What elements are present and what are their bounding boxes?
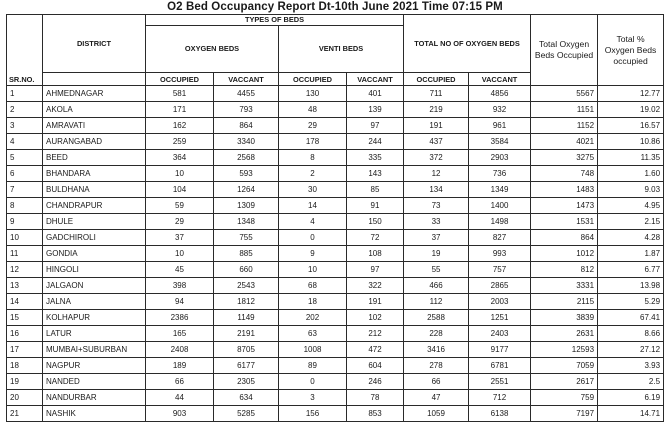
oxygen-occupied-cell: 2408 — [146, 342, 214, 358]
oxygen-vaccant-cell: 2305 — [214, 374, 279, 390]
pct-occupied-cell: 27.12 — [598, 342, 664, 358]
total-occupied-cell: 228 — [404, 326, 469, 342]
header-venti-vaccant: VACCANT — [347, 73, 404, 86]
oxygen-vaccant-cell: 2191 — [214, 326, 279, 342]
oxygen-vaccant-cell: 3340 — [214, 134, 279, 150]
header-district-blank — [43, 73, 146, 86]
district-cell: JALGAON — [43, 278, 146, 294]
oxygen-vaccant-cell: 1149 — [214, 310, 279, 326]
total-vaccant-cell: 1400 — [469, 198, 531, 214]
total-vaccant-cell: 827 — [469, 230, 531, 246]
sr-no-cell: 5 — [7, 150, 43, 166]
venti-occupied-cell: 30 — [279, 182, 347, 198]
total-vaccant-cell: 3584 — [469, 134, 531, 150]
venti-vaccant-cell: 322 — [347, 278, 404, 294]
sr-no-cell: 12 — [7, 262, 43, 278]
oxygen-occupied-cell: 165 — [146, 326, 214, 342]
header-oxygen-occupied: OCCUPIED — [146, 73, 214, 86]
district-cell: NANDURBAR — [43, 390, 146, 406]
table-row — [7, 342, 664, 358]
total-vaccant-cell: 2003 — [469, 294, 531, 310]
oxygen-occupied-cell: 2386 — [146, 310, 214, 326]
oxygen-vaccant-cell: 634 — [214, 390, 279, 406]
table-row — [7, 150, 664, 166]
total-occupied-cell: 134 — [404, 182, 469, 198]
venti-occupied-cell: 68 — [279, 278, 347, 294]
venti-vaccant-cell: 472 — [347, 342, 404, 358]
total-oxygen-occupied-cell: 864 — [531, 230, 598, 246]
table-row — [7, 230, 664, 246]
sr-no-cell: 2 — [7, 102, 43, 118]
pct-occupied-cell: 2.15 — [598, 214, 664, 230]
total-vaccant-cell: 2403 — [469, 326, 531, 342]
pct-occupied-cell: 19.02 — [598, 102, 664, 118]
district-cell: NANDED — [43, 374, 146, 390]
oxygen-occupied-cell: 44 — [146, 390, 214, 406]
header-district: DISTRICT — [43, 15, 146, 73]
venti-occupied-cell: 10 — [279, 262, 347, 278]
district-cell: JALNA — [43, 294, 146, 310]
table-row — [7, 326, 664, 342]
total-occupied-cell: 372 — [404, 150, 469, 166]
total-oxygen-occupied-cell: 1473 — [531, 198, 598, 214]
venti-vaccant-cell: 191 — [347, 294, 404, 310]
oxygen-vaccant-cell: 1812 — [214, 294, 279, 310]
oxygen-vaccant-cell: 864 — [214, 118, 279, 134]
total-oxygen-occupied-cell: 4021 — [531, 134, 598, 150]
venti-occupied-cell: 14 — [279, 198, 347, 214]
oxygen-vaccant-cell: 660 — [214, 262, 279, 278]
total-occupied-cell: 2588 — [404, 310, 469, 326]
oxygen-occupied-cell: 45 — [146, 262, 214, 278]
oxygen-occupied-cell: 59 — [146, 198, 214, 214]
oxygen-occupied-cell: 10 — [146, 166, 214, 182]
venti-occupied-cell: 178 — [279, 134, 347, 150]
oxygen-occupied-cell: 94 — [146, 294, 214, 310]
oxygen-vaccant-cell: 2568 — [214, 150, 279, 166]
total-oxygen-occupied-cell: 3275 — [531, 150, 598, 166]
table-row — [7, 358, 664, 374]
table-row — [7, 278, 664, 294]
venti-vaccant-cell: 150 — [347, 214, 404, 230]
oxygen-vaccant-cell: 1264 — [214, 182, 279, 198]
total-oxygen-occupied-cell: 1531 — [531, 214, 598, 230]
district-cell: HINGOLI — [43, 262, 146, 278]
venti-occupied-cell: 156 — [279, 406, 347, 422]
total-vaccant-cell: 736 — [469, 166, 531, 182]
table-header — [7, 15, 664, 86]
venti-occupied-cell: 202 — [279, 310, 347, 326]
pct-occupied-cell: 8.66 — [598, 326, 664, 342]
sr-no-cell: 6 — [7, 166, 43, 182]
total-vaccant-cell: 757 — [469, 262, 531, 278]
venti-vaccant-cell: 72 — [347, 230, 404, 246]
sr-no-cell: 17 — [7, 342, 43, 358]
oxygen-occupied-cell: 37 — [146, 230, 214, 246]
oxygen-vaccant-cell: 4455 — [214, 86, 279, 102]
venti-occupied-cell: 63 — [279, 326, 347, 342]
district-cell: AHMEDNAGAR — [43, 86, 146, 102]
total-occupied-cell: 19 — [404, 246, 469, 262]
table-row — [7, 214, 664, 230]
table-row — [7, 86, 664, 102]
sr-no-cell: 15 — [7, 310, 43, 326]
header-venti-occupied: OCCUPIED — [279, 73, 347, 86]
oxygen-occupied-cell: 171 — [146, 102, 214, 118]
total-occupied-cell: 112 — [404, 294, 469, 310]
table-row — [7, 406, 664, 422]
pct-occupied-cell: 3.93 — [598, 358, 664, 374]
total-oxygen-occupied-cell: 1483 — [531, 182, 598, 198]
total-vaccant-cell: 6781 — [469, 358, 531, 374]
total-vaccant-cell: 6138 — [469, 406, 531, 422]
total-oxygen-occupied-cell: 759 — [531, 390, 598, 406]
table-row — [7, 198, 664, 214]
total-oxygen-occupied-cell: 1152 — [531, 118, 598, 134]
pct-occupied-cell: 1.87 — [598, 246, 664, 262]
oxygen-occupied-cell: 189 — [146, 358, 214, 374]
pct-occupied-cell: 6.19 — [598, 390, 664, 406]
sr-no-cell: 8 — [7, 198, 43, 214]
sr-no-cell: 18 — [7, 358, 43, 374]
total-vaccant-cell: 712 — [469, 390, 531, 406]
sr-no-cell: 7 — [7, 182, 43, 198]
occupancy-table — [6, 14, 664, 422]
venti-occupied-cell: 18 — [279, 294, 347, 310]
total-occupied-cell: 711 — [404, 86, 469, 102]
venti-vaccant-cell: 97 — [347, 262, 404, 278]
header-oxygen-vaccant: VACCANT — [214, 73, 279, 86]
district-cell: KOLHAPUR — [43, 310, 146, 326]
district-cell: DHULE — [43, 214, 146, 230]
header-total-pct-occupied: Total % Oxygen Beds occupied — [598, 15, 664, 86]
oxygen-occupied-cell: 259 — [146, 134, 214, 150]
report-title: O2 Bed Occupancy Report Dt-10th June 2021 Time 07:15 PM — [167, 1, 503, 13]
header-total-oxygen-beds: TOTAL NO OF OXYGEN BEDS — [404, 15, 531, 73]
total-oxygen-occupied-cell: 7059 — [531, 358, 598, 374]
venti-vaccant-cell: 97 — [347, 118, 404, 134]
oxygen-occupied-cell: 162 — [146, 118, 214, 134]
sr-no-cell: 19 — [7, 374, 43, 390]
total-vaccant-cell: 2865 — [469, 278, 531, 294]
oxygen-occupied-cell: 903 — [146, 406, 214, 422]
district-cell: GONDIA — [43, 246, 146, 262]
sr-no-cell: 10 — [7, 230, 43, 246]
total-oxygen-occupied-cell: 2115 — [531, 294, 598, 310]
table-row — [7, 246, 664, 262]
oxygen-vaccant-cell: 1309 — [214, 198, 279, 214]
venti-vaccant-cell: 139 — [347, 102, 404, 118]
total-oxygen-occupied-cell: 7197 — [531, 406, 598, 422]
pct-occupied-cell: 16.57 — [598, 118, 664, 134]
district-cell: CHANDRAPUR — [43, 198, 146, 214]
oxygen-vaccant-cell: 6177 — [214, 358, 279, 374]
oxygen-vaccant-cell: 755 — [214, 230, 279, 246]
oxygen-occupied-cell: 29 — [146, 214, 214, 230]
pct-occupied-cell: 10.86 — [598, 134, 664, 150]
venti-vaccant-cell: 212 — [347, 326, 404, 342]
venti-vaccant-cell: 246 — [347, 374, 404, 390]
oxygen-occupied-cell: 364 — [146, 150, 214, 166]
district-cell: AURANGABAD — [43, 134, 146, 150]
sr-no-cell: 11 — [7, 246, 43, 262]
venti-occupied-cell: 1008 — [279, 342, 347, 358]
total-occupied-cell: 55 — [404, 262, 469, 278]
total-vaccant-cell: 932 — [469, 102, 531, 118]
district-cell: AKOLA — [43, 102, 146, 118]
header-total-occupied: OCCUPIED — [404, 73, 469, 86]
total-vaccant-cell: 993 — [469, 246, 531, 262]
venti-occupied-cell: 2 — [279, 166, 347, 182]
table-row — [7, 374, 664, 390]
total-occupied-cell: 219 — [404, 102, 469, 118]
total-oxygen-occupied-cell: 3331 — [531, 278, 598, 294]
total-vaccant-cell: 1349 — [469, 182, 531, 198]
table-row — [7, 310, 664, 326]
total-oxygen-occupied-cell: 5567 — [531, 86, 598, 102]
total-oxygen-occupied-cell: 1012 — [531, 246, 598, 262]
oxygen-vaccant-cell: 793 — [214, 102, 279, 118]
total-oxygen-occupied-cell: 2617 — [531, 374, 598, 390]
oxygen-occupied-cell: 10 — [146, 246, 214, 262]
pct-occupied-cell: 4.95 — [598, 198, 664, 214]
total-vaccant-cell: 2903 — [469, 150, 531, 166]
district-cell: NAGPUR — [43, 358, 146, 374]
table-row — [7, 134, 664, 150]
table-body — [7, 86, 664, 422]
pct-occupied-cell: 11.35 — [598, 150, 664, 166]
venti-vaccant-cell: 78 — [347, 390, 404, 406]
total-oxygen-occupied-cell: 812 — [531, 262, 598, 278]
total-occupied-cell: 12 — [404, 166, 469, 182]
venti-vaccant-cell: 143 — [347, 166, 404, 182]
sr-no-cell: 21 — [7, 406, 43, 422]
pct-occupied-cell: 6.77 — [598, 262, 664, 278]
oxygen-occupied-cell: 581 — [146, 86, 214, 102]
venti-vaccant-cell: 108 — [347, 246, 404, 262]
venti-occupied-cell: 4 — [279, 214, 347, 230]
venti-occupied-cell: 9 — [279, 246, 347, 262]
oxygen-vaccant-cell: 1348 — [214, 214, 279, 230]
district-cell: LATUR — [43, 326, 146, 342]
venti-vaccant-cell: 604 — [347, 358, 404, 374]
header-types-of-beds: TYPES OF BEDS — [146, 15, 404, 26]
pct-occupied-cell: 2.5 — [598, 374, 664, 390]
table-row — [7, 118, 664, 134]
oxygen-vaccant-cell: 2543 — [214, 278, 279, 294]
header-venti-beds: VENTI BEDS — [279, 26, 404, 73]
pct-occupied-cell: 14.71 — [598, 406, 664, 422]
sr-no-cell: 13 — [7, 278, 43, 294]
venti-occupied-cell: 130 — [279, 86, 347, 102]
venti-occupied-cell: 29 — [279, 118, 347, 134]
sr-no-cell: 1 — [7, 86, 43, 102]
header-oxygen-beds: OXYGEN BEDS — [146, 26, 279, 73]
sr-no-cell: 20 — [7, 390, 43, 406]
pct-occupied-cell: 12.77 — [598, 86, 664, 102]
header-sr-no: SR.NO. — [7, 15, 43, 86]
total-occupied-cell: 1059 — [404, 406, 469, 422]
table-row — [7, 166, 664, 182]
pct-occupied-cell: 13.98 — [598, 278, 664, 294]
venti-occupied-cell: 3 — [279, 390, 347, 406]
venti-vaccant-cell: 244 — [347, 134, 404, 150]
total-oxygen-occupied-cell: 748 — [531, 166, 598, 182]
venti-vaccant-cell: 91 — [347, 198, 404, 214]
district-cell: NASHIK — [43, 406, 146, 422]
total-oxygen-occupied-cell: 1151 — [531, 102, 598, 118]
sr-no-cell: 3 — [7, 118, 43, 134]
sr-no-cell: 4 — [7, 134, 43, 150]
venti-vaccant-cell: 401 — [347, 86, 404, 102]
district-cell: BULDHANA — [43, 182, 146, 198]
total-oxygen-occupied-cell: 3839 — [531, 310, 598, 326]
table-row — [7, 262, 664, 278]
header-total-oxygen-occupied: Total Oxygen Beds Occupied — [531, 15, 598, 86]
total-occupied-cell: 466 — [404, 278, 469, 294]
venti-vaccant-cell: 102 — [347, 310, 404, 326]
total-vaccant-cell: 2551 — [469, 374, 531, 390]
sr-no-cell: 9 — [7, 214, 43, 230]
pct-occupied-cell: 1.60 — [598, 166, 664, 182]
total-occupied-cell: 66 — [404, 374, 469, 390]
total-occupied-cell: 33 — [404, 214, 469, 230]
venti-occupied-cell: 89 — [279, 358, 347, 374]
oxygen-vaccant-cell: 5285 — [214, 406, 279, 422]
oxygen-vaccant-cell: 885 — [214, 246, 279, 262]
total-vaccant-cell: 9177 — [469, 342, 531, 358]
district-cell: GADCHIROLI — [43, 230, 146, 246]
pct-occupied-cell: 67.41 — [598, 310, 664, 326]
sr-no-cell: 14 — [7, 294, 43, 310]
oxygen-occupied-cell: 398 — [146, 278, 214, 294]
district-cell: BEED — [43, 150, 146, 166]
table-row — [7, 294, 664, 310]
pct-occupied-cell: 9.03 — [598, 182, 664, 198]
venti-vaccant-cell: 85 — [347, 182, 404, 198]
total-occupied-cell: 437 — [404, 134, 469, 150]
total-vaccant-cell: 1251 — [469, 310, 531, 326]
table-row — [7, 182, 664, 198]
total-vaccant-cell: 1498 — [469, 214, 531, 230]
table-row — [7, 390, 664, 406]
total-occupied-cell: 73 — [404, 198, 469, 214]
total-vaccant-cell: 4856 — [469, 86, 531, 102]
oxygen-vaccant-cell: 593 — [214, 166, 279, 182]
pct-occupied-cell: 5.29 — [598, 294, 664, 310]
total-occupied-cell: 278 — [404, 358, 469, 374]
venti-occupied-cell: 8 — [279, 150, 347, 166]
venti-occupied-cell: 48 — [279, 102, 347, 118]
total-vaccant-cell: 961 — [469, 118, 531, 134]
sr-no-cell: 16 — [7, 326, 43, 342]
district-cell: BHANDARA — [43, 166, 146, 182]
table-row — [7, 102, 664, 118]
total-oxygen-occupied-cell: 2631 — [531, 326, 598, 342]
district-cell: MUMBAI+SUBURBAN — [43, 342, 146, 358]
total-oxygen-occupied-cell: 12593 — [531, 342, 598, 358]
total-occupied-cell: 47 — [404, 390, 469, 406]
oxygen-occupied-cell: 66 — [146, 374, 214, 390]
district-cell: AMRAVATI — [43, 118, 146, 134]
venti-occupied-cell: 0 — [279, 374, 347, 390]
total-occupied-cell: 3416 — [404, 342, 469, 358]
total-occupied-cell: 37 — [404, 230, 469, 246]
venti-occupied-cell: 0 — [279, 230, 347, 246]
oxygen-vaccant-cell: 8705 — [214, 342, 279, 358]
venti-vaccant-cell: 335 — [347, 150, 404, 166]
oxygen-occupied-cell: 104 — [146, 182, 214, 198]
pct-occupied-cell: 4.28 — [598, 230, 664, 246]
header-total-vaccant: VACCANT — [469, 73, 531, 86]
total-occupied-cell: 191 — [404, 118, 469, 134]
venti-vaccant-cell: 853 — [347, 406, 404, 422]
